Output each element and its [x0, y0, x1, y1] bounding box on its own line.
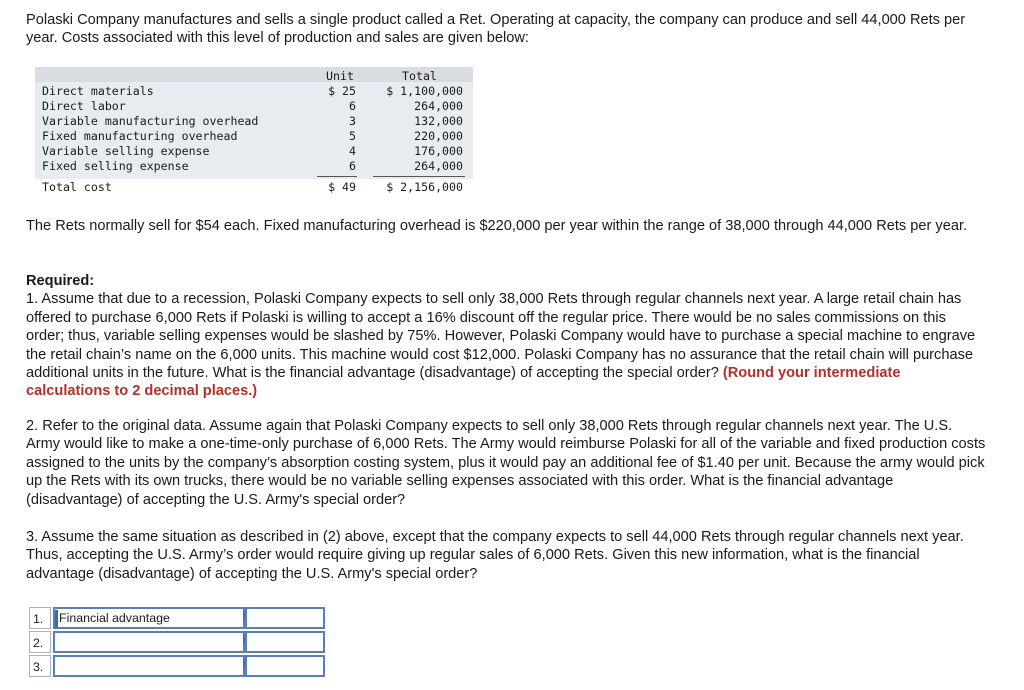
row-unit: 5: [349, 129, 356, 143]
total-row: [35, 180, 473, 195]
row-total: 176,000: [414, 144, 463, 158]
column-header-unit: Unit: [326, 69, 354, 83]
cell-marker: [55, 610, 58, 628]
answer-input-3[interactable]: [247, 657, 323, 675]
price-paragraph: The Rets normally sell for $54 each. Fixed manufacturing overhead is $220,000 per year within the range of 38,000 through 44,000 Rets per year.: [26, 218, 968, 234]
table-row: [35, 159, 473, 174]
answer-label-dropdown-1[interactable]: [53, 607, 245, 629]
answer-input-1[interactable]: [247, 609, 323, 627]
row-total: 220,000: [414, 129, 463, 143]
table-row: [35, 99, 473, 114]
table-row: [35, 129, 473, 144]
total-unit: $ 49: [328, 180, 356, 194]
row-number: 3.: [29, 655, 51, 677]
answer-label-text: Financial advantage: [59, 611, 170, 625]
subtotal-rule-unit: [317, 176, 357, 177]
question-1: [26, 290, 986, 400]
answer-input-2[interactable]: [247, 633, 323, 651]
question-1-text: 1. Assume that due to a recession, Polaski Company expects to sell only 38,000 Rets through regular channels next year. A large retail chain has offered to purchase 6,000 Rets if Polaski is willing to accept a 16% discount off the regular price. There would be no sales commissions on this order; thus, variable selling expenses would be slashed by 75%. However, Polaski Company would have to purchase a special machine to engrave the retail chain’s name on the 6,000 units. This machine would cost $12,000. Polaski Company has no assurance that the retail chain will purchase additional units in the future. What is the financial advantage (disadvantage) of accepting the special order?: [26, 291, 976, 382]
column-header-total: Total: [402, 69, 437, 83]
row-unit: 3: [349, 114, 356, 128]
row-total: $ 1,100,000: [386, 84, 463, 98]
question-3: 3. Assume the same situation as described in (2) above, except that the company expects to sell 44,000 Rets through regular channels next year. Thus, accepting the U.S. Army’s order would require giving up regular sales of 6,000 Rets. Given this new information, what is the financial advantage (disadvantage) of accepting the U.S. Army's special order?: [26, 529, 964, 582]
required-section: [26, 272, 986, 401]
row-label: Direct labor: [42, 99, 126, 113]
row-label: Variable manufacturing overhead: [42, 114, 259, 128]
row-number: 2.: [29, 631, 51, 653]
total-label: Total cost: [42, 180, 112, 194]
total-amount: $ 2,156,000: [386, 180, 463, 194]
intro-paragraph: Polaski Company manufactures and sells a single product called a Ret. Operating at capacity, the company can produce and sell 44,000 Rets per year. Costs associated with this level of production and sales are given below:: [26, 12, 966, 47]
answer-label-dropdown-3[interactable]: [53, 655, 245, 677]
row-number: 1.: [29, 607, 51, 629]
answer-value-field-3[interactable]: [245, 655, 325, 677]
answer-value-field-1[interactable]: [245, 607, 325, 629]
row-label: Fixed manufacturing overhead: [42, 129, 238, 143]
subtotal-rule-total: [373, 176, 465, 177]
table-row: [35, 84, 473, 99]
question-2: 2. Refer to the original data. Assume again that Polaski Company expects to sell only 38,000 Rets through regular channels next year. The U.S. Army would like to make a one-time-only purchase of 6,000 Rets. The Army would reimburse Polaski for all of the variable and fixed production costs assigned to the units by the company’s absorption costing system, plus it would pay an additional fee of $1.40 per unit. Because the army would pick up the Rets with its own trucks, there would be no variable selling expenses associated with this order. What is the financial advantage (disadvantage) of accepting the U.S. Army's special order?: [26, 418, 986, 508]
table-row: [35, 144, 473, 159]
table-row: [35, 114, 473, 129]
row-label: Fixed selling expense: [42, 159, 189, 173]
answer-value-field-2[interactable]: [245, 631, 325, 653]
required-heading: Required:: [26, 273, 95, 289]
row-label: Direct materials: [42, 84, 154, 98]
row-label: Variable selling expense: [42, 144, 210, 158]
row-unit: 6: [349, 99, 356, 113]
answer-label-dropdown-2[interactable]: [53, 631, 245, 653]
row-unit: $ 25: [328, 84, 356, 98]
row-total: 132,000: [414, 114, 463, 128]
row-total: 264,000: [414, 159, 463, 173]
cost-table: [35, 67, 473, 199]
row-total: 264,000: [414, 99, 463, 113]
row-unit: 4: [349, 144, 356, 158]
row-unit: 6: [349, 159, 356, 173]
rounding-note: (Round your intermediate calculations to 2 decimal places.): [26, 365, 901, 400]
